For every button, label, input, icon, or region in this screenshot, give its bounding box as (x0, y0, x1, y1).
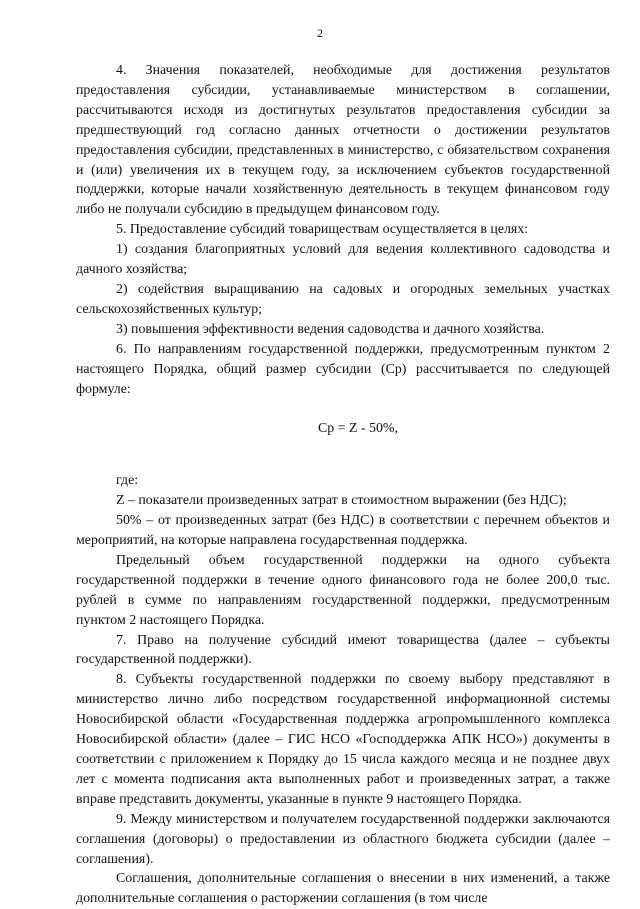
document-body (76, 61, 610, 909)
paragraph-item-9: 9. Между министерством и получателем государственной поддержки заключаются соглашения (договоры) о предоставлении из областного бюджета субсидии (далее – соглашения). (76, 811, 610, 867)
paragraph-item-5: 5. Предоставление субсидий товариществам осуществляется в целях: (116, 222, 529, 238)
paragraph-item-8: 8. Субъекты государственной поддержки по своему выбору представляют в министерство лично либо посредством государственной информационной системы Новосибирской области «Государственная поддержка агропромышленного комплекса Новосибирской области» (далее – ГИС НСО «Господдержка АПК НСО») документы в соответствии с приложением к Порядку до 15 числа каждого месяца и не позднее двух лет с момента подписания акта выполненных работ и произведенных затрат, а также вправе представить документы, указанные в пункте 9 настоящего Порядка. (76, 672, 610, 807)
paragraph-subitem-1: 1) создания благоприятных условий для ведения коллективного садоводства и дачного хозяйства; (76, 242, 610, 278)
paragraph-item-6: 6. По направлениям государственной поддержки, предусмотренным пунктом 2 настоящего Порядка, общий размер субсидии (Ср) рассчитывается по следующей формуле: (76, 341, 610, 397)
paragraph-support-limit: Предельный объем государственной поддержки на одного субъекта государственной поддержки в течение одного финансового года не более 200,0 тыс. рублей в сумме по направлениям государственной поддержки, предусмотренным пунктом 2 настоящего Порядка. (76, 552, 610, 628)
paragraph-agreements: Соглашения, дополнительные соглашения о внесении в них изменений, а также дополнительные соглашения о расторжении соглашения (в том числе (76, 871, 610, 907)
paragraph-item-4: 4. Значения показателей, необходимые для достижения результатов предоставления субсидии, устанавливаемые министерством в соглашении, рассчитываются исходя из достигнутых результатов предоставления субсидии за предшествующий год согласно данных отчетности о достижении результатов предоставления субсидии, представленных в министерство, с обязательством сохранения и (или) увеличения их в текущем году, за исключением субъектов государственной поддержки, которые начали хозяйственную деятельность в текущем финансовом году либо не получали субсидию в предыдущем финансовом году. (76, 63, 610, 218)
formula-where-label: где: (116, 473, 139, 489)
formula-variable-z: Z – показатели произведенных затрат в стоимостном выражении (без НДС); (116, 493, 567, 509)
paragraph-subitem-3: 3) повышения эффективности ведения садоводства и дачного хозяйства. (116, 321, 545, 337)
subsidy-formula: Ср = Z - 50%, (318, 421, 398, 437)
paragraph-item-7: 7. Право на получение субсидий имеют товарищества (далее – субъекты государственной поддержки). (76, 632, 610, 668)
page-number: 2 (317, 26, 323, 40)
paragraph-subitem-2: 2) содействия выращиванию на садовых и огородных земельных участках сельскохозяйственных культур; (76, 281, 610, 317)
formula-variable-percent: 50% – от произведенных затрат (без НДС) в соответствии с перечнем объектов и мероприятий, на которые направлена государственная поддержка. (76, 513, 610, 549)
